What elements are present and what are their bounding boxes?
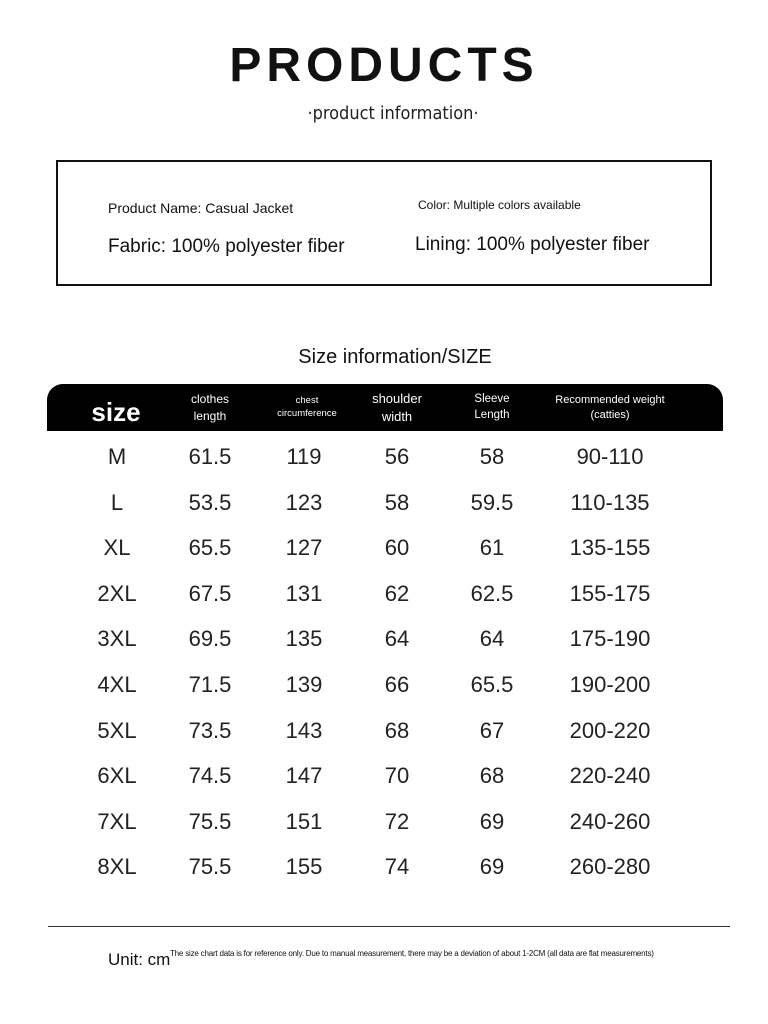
header-weight-label: Recommended weight (catties) [555, 393, 665, 421]
cell-chest: 127 [285, 535, 323, 561]
cell-sleeve: 68 [479, 763, 505, 789]
cell-size: 2XL [97, 580, 137, 606]
cell-sleeve: 69 [479, 808, 505, 834]
cell-chest: 151 [285, 808, 323, 834]
table-row [47, 616, 723, 662]
header-sleeve-line1: Sleeve [474, 392, 510, 405]
cell-weight: 200-220 [569, 717, 651, 743]
cell-weight: 240-260 [569, 808, 651, 834]
cell-size: 4XL [97, 672, 137, 697]
unit-label: Unit: cm [108, 950, 171, 969]
header-chest-line1: chest [295, 394, 319, 406]
cell-shoulder: 72 [384, 808, 410, 834]
cell-weight: 110-135 [570, 489, 650, 515]
cell-clothes-length: 61.5 [188, 444, 232, 469]
cell-clothes-length: 53.5 [188, 489, 232, 515]
cell-clothes-length: 75.5 [188, 854, 232, 880]
size-table-title: Size information/SIZE [298, 346, 492, 368]
cell-sleeve: 61 [479, 535, 505, 561]
cell-shoulder: 66 [384, 672, 410, 697]
cell-clothes-length: 73.5 [188, 717, 232, 743]
product-lining: Lining: 100% polyester fiber [415, 234, 650, 255]
header-chest-circumference [257, 384, 357, 431]
table-row [47, 662, 723, 708]
cell-sleeve: 62.5 [470, 580, 514, 606]
cell-clothes-length: 67.5 [188, 580, 232, 606]
cell-shoulder: 60 [384, 535, 410, 561]
cell-chest: 123 [285, 489, 323, 515]
cell-sleeve: 59.5 [470, 489, 514, 515]
cell-weight: 220-240 [569, 763, 651, 789]
cell-shoulder: 74 [384, 854, 410, 880]
cell-size: XL [103, 535, 131, 561]
cell-chest: 147 [285, 763, 323, 789]
cell-weight: 155-175 [569, 580, 651, 606]
cell-sleeve: 58 [479, 444, 505, 469]
table-row [47, 844, 723, 890]
cell-sleeve: 67 [479, 717, 505, 743]
cell-clothes-length: 74.5 [188, 763, 232, 789]
cell-shoulder: 70 [384, 763, 410, 789]
product-fabric: Fabric: 100% polyester fiber [108, 236, 345, 257]
header-sleeve-length [442, 384, 542, 431]
cell-size: 5XL [97, 717, 137, 743]
table-row [47, 799, 723, 845]
cell-chest: 139 [285, 672, 323, 697]
cell-sleeve: 65.5 [470, 672, 514, 697]
cell-weight: 135-155 [569, 535, 651, 561]
cell-chest: 143 [285, 717, 323, 743]
measurement-note: The size chart data is for reference only. Due to manual measurement, there may be a deviation of about 1-2CM (all data are flat measurements) [170, 949, 654, 958]
cell-clothes-length: 71.5 [188, 672, 232, 697]
cell-size: M [107, 444, 127, 469]
header-clothes-length [160, 384, 260, 431]
cell-weight: 190-200 [569, 672, 651, 697]
cell-shoulder: 56 [384, 444, 410, 469]
cell-size: L [110, 489, 124, 515]
size-table-header [47, 384, 723, 431]
cell-weight: 175-190 [569, 626, 651, 652]
cell-chest: 131 [285, 580, 323, 606]
cell-shoulder: 68 [384, 717, 410, 743]
product-color: Color: Multiple colors available [418, 198, 581, 212]
table-row [47, 525, 723, 571]
cell-sleeve: 69 [479, 854, 505, 880]
page-title: PRODUCTS [229, 39, 539, 92]
page-subtitle: ·product information· [307, 103, 479, 124]
cell-size: 7XL [97, 808, 137, 834]
cell-size: 6XL [97, 763, 137, 789]
cell-chest: 135 [285, 626, 323, 652]
header-length-line1: clothes [190, 392, 230, 407]
header-shoulder-line2: width [381, 408, 413, 424]
table-row [47, 753, 723, 799]
cell-weight: 260-280 [569, 854, 651, 880]
cell-size: 3XL [97, 626, 137, 652]
header-chest-line2: circumference [277, 407, 337, 419]
table-row [47, 434, 723, 480]
table-row [47, 480, 723, 526]
cell-chest: 155 [285, 854, 323, 880]
header-recommended-weight [535, 384, 685, 431]
cell-shoulder: 64 [384, 626, 410, 652]
header-sleeve-line2: Length [474, 408, 510, 421]
cell-shoulder: 62 [384, 580, 410, 606]
cell-clothes-length: 65.5 [188, 535, 232, 561]
cell-weight: 90-110 [576, 444, 644, 469]
product-info-box [56, 160, 712, 286]
table-row [47, 708, 723, 754]
cell-size: 8XL [97, 854, 137, 880]
header-shoulder-width [347, 384, 447, 431]
header-size-label: size [91, 396, 141, 427]
cell-clothes-length: 69.5 [188, 626, 232, 652]
footer-divider [48, 926, 730, 927]
header-shoulder-line1: shoulder [372, 390, 422, 406]
cell-sleeve: 64 [479, 626, 505, 652]
product-name: Product Name: Casual Jacket [108, 200, 294, 216]
cell-shoulder: 58 [384, 489, 410, 515]
cell-clothes-length: 75.5 [188, 808, 232, 834]
header-length-line2: length [193, 408, 227, 423]
table-row [47, 571, 723, 617]
cell-chest: 119 [286, 444, 322, 469]
